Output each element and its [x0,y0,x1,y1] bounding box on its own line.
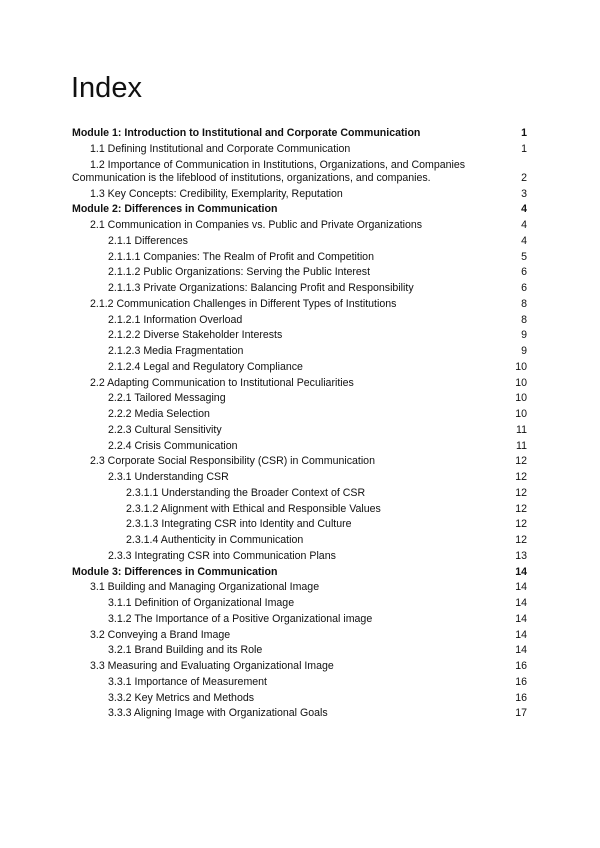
toc-entry-title-line: 3.3.2 Key Metrics and Methods [108,691,255,704]
toc-page-number: 13 [515,549,527,562]
toc-entry-title [72,202,497,218]
toc-entry[interactable] [72,628,527,644]
toc-entry-title [72,250,497,266]
toc-entry[interactable] [72,533,527,549]
toc-entry-title-line: 2.1.2.1 Information Overload [108,313,243,326]
page-title: Index [71,72,142,104]
toc-entry-title-line: 2.2.4 Crisis Communication [108,439,238,452]
toc-module-entry[interactable] [72,202,527,218]
toc-entry[interactable] [72,454,527,470]
toc-entry-title [72,706,497,722]
toc-entry-title-line: 2.1 Communication in Companies vs. Public and Private Organizations [90,219,423,231]
toc-entry-title-line: 2.1.2.4 Legal and Regulatory Compliance [108,360,303,373]
toc-page-number: 1 [521,127,527,139]
toc-entry[interactable] [72,218,527,234]
toc-entry[interactable] [72,580,527,596]
toc-entry-title-line: 2.1.2.2 Diverse Stakeholder Interests [108,329,283,342]
toc-entry-title-line: 2.2.3 Cultural Sensitivity [108,423,222,436]
toc-entry-title-line: 2.1.2 Communication Challenges in Different Types of Institutions [90,297,397,310]
toc-entry[interactable] [72,439,527,455]
toc-entry-title [72,218,497,234]
toc-page-number: 9 [521,345,527,357]
toc-entry-title-line: Module 3: Differences in Communication [72,565,278,578]
toc-entry[interactable] [72,502,527,518]
toc-entry[interactable] [72,187,527,203]
toc-entry-title-line: 2.3 Corporate Social Responsibility (CSR) in Communication [90,455,375,468]
toc-entry[interactable] [72,250,527,266]
toc-entry-title [72,502,497,518]
toc-entry-title-line: 3.3.1 Importance of Measurement [108,675,267,688]
toc-entry-title-line: 2.3.3 Integrating CSR into Communication Plans [108,549,336,562]
toc-module-entry[interactable] [72,126,527,142]
toc-entry[interactable] [72,659,527,675]
toc-page-number: 12 [515,486,527,499]
toc-entry-title [72,470,497,486]
toc-entry-title-line: 1.2 Importance of Communication in Institutions, Organizations, and Companies [90,158,466,171]
toc-page-number: 12 [515,518,527,531]
toc-module-entry[interactable] [72,565,527,581]
toc-entry[interactable] [72,423,527,439]
toc-entry-title-line: 2.2 Adapting Communication to Institutional Peculiarities [90,376,354,389]
toc-entry[interactable] [72,517,527,533]
toc-entry-title-line: 2.3.1.3 Integrating CSR into Identity and Culture [126,518,352,531]
toc-entry[interactable] [72,407,527,423]
toc-entry[interactable] [72,281,527,297]
toc-entry-title [72,549,497,565]
toc-entry-title-line: 2.3.1.2 Alignment with Ethical and Responsible Values [126,502,381,515]
toc-entry-title [72,675,497,691]
toc-page-number: 8 [521,297,527,310]
toc-page-number: 10 [515,360,527,373]
toc-entry-title [72,159,497,186]
toc-page-number: 2 [521,172,527,184]
toc-page-number: 6 [521,282,527,294]
toc-entry-title [72,297,497,313]
toc-page-number: 14 [515,628,527,641]
toc-page-number: 12 [515,502,527,515]
toc-page-number: 14 [515,581,527,594]
toc-page-number: 11 [516,423,527,436]
toc-entry-title-line: 3.3 Measuring and Evaluating Organizational Image [90,660,334,672]
toc-entry[interactable] [72,391,527,407]
toc-entry-title [72,565,497,581]
toc-page-number: 12 [515,534,527,546]
toc-entry-title [72,376,497,392]
toc-entry-title [72,423,497,439]
toc-entry-title-line: 3.2.1 Brand Building and its Role [108,644,263,657]
toc-entry-title [72,659,497,675]
toc-page-number: 8 [521,313,527,326]
toc-entry-title [72,580,497,596]
toc-entry-title [72,313,497,329]
toc-entry-title-line: 1.3 Key Concepts: Credibility, Exemplarity, Reputation [90,187,343,200]
toc-entry-title [72,360,497,376]
toc-entry[interactable] [72,596,527,612]
toc-entry[interactable] [72,234,527,250]
toc-entry-title-line: 2.3.1 Understanding CSR [108,471,229,483]
toc-entry-title [72,142,497,158]
toc-entry[interactable] [72,313,527,329]
toc-entry-title [72,596,497,612]
toc-entry-title [72,454,497,470]
toc-entry-title [72,517,497,533]
toc-page-number: 16 [515,660,527,672]
toc-page-number: 1 [521,142,527,155]
toc-page-number: 5 [521,250,527,263]
toc-page-number: 10 [515,392,527,405]
toc-page-number: 4 [521,234,527,247]
toc-page-number: 16 [515,691,527,704]
toc-entry[interactable] [72,549,527,565]
toc-page-number: 16 [515,675,527,688]
toc-entry-title [72,612,497,628]
toc-entry[interactable] [72,142,527,158]
toc-entry[interactable] [72,675,527,691]
table-of-contents [72,126,527,722]
toc-entry-title-line: 2.2.1 Tailored Messaging [108,392,226,405]
toc-entry[interactable] [72,706,527,722]
toc-page-number: 10 [515,376,527,389]
toc-entry-title-line: 2.3.1.4 Authenticity in Communication [126,534,304,546]
toc-entry-title-line: Module 2: Differences in Communication [72,203,278,216]
toc-entry-title-line: Communication is the lifeblood of institutions, organizations, and companies. [72,172,431,184]
toc-entry-title [72,187,497,203]
toc-page-number: 14 [515,612,527,625]
toc-page-number: 3 [521,187,527,200]
toc-entry-title-line: 1.1 Defining Institutional and Corporate Communication [90,142,351,155]
toc-page-number: 14 [515,565,527,578]
toc-entry-title-line: 3.3.3 Aligning Image with Organizational Goals [108,707,328,720]
toc-entry-title-line: 3.1.2 The Importance of a Positive Organizational image [108,612,373,625]
toc-entry-title [72,344,497,360]
toc-entry-title-line: 3.1 Building and Managing Organizational Image [90,581,320,594]
toc-entry[interactable] [72,360,527,376]
toc-entry-title-line: 2.3.1.1 Understanding the Broader Context of CSR [126,486,366,499]
toc-page-number: 4 [521,219,527,231]
toc-entry-title [72,265,497,281]
toc-entry[interactable] [72,344,527,360]
toc-entry[interactable] [72,486,527,502]
toc-entry-title [72,533,497,549]
toc-entry-title-line: 2.1.2.3 Media Fragmentation [108,345,244,357]
toc-entry[interactable] [72,158,527,187]
toc-entry-title-line: 2.1.1.3 Private Organizations: Balancing Profit and Responsibility [108,282,414,294]
toc-entry[interactable] [72,691,527,707]
toc-entry-title-line: 2.1.1 Differences [108,234,188,247]
toc-entry-title [72,628,497,644]
toc-entry-title [72,643,497,659]
toc-entry[interactable] [72,470,527,486]
toc-page-number: 6 [521,266,527,279]
toc-entry-title [72,407,497,423]
toc-page-number: 10 [515,408,527,420]
toc-entry-title [72,439,497,455]
toc-page-number: 12 [515,471,527,483]
toc-entry[interactable] [72,328,527,344]
toc-entry-title [72,391,497,407]
toc-entry-title-line: 2.2.2 Media Selection [108,408,210,420]
toc-page-number: 12 [515,455,527,468]
toc-entry-title-line: Module 1: Introduction to Institutional and Corporate Communication [72,127,421,139]
toc-page-number: 17 [515,707,527,720]
toc-entry-title-line: 3.2 Conveying a Brand Image [90,628,231,641]
toc-entry-title [72,281,497,297]
toc-entry-title [72,234,497,250]
toc-entry[interactable] [72,643,527,659]
toc-entry-title [72,328,497,344]
toc-page-number: 11 [516,439,527,452]
toc-page-number: 4 [521,203,527,216]
toc-entry-title-line: 2.1.1.1 Companies: The Realm of Profit and Competition [108,250,374,263]
toc-page-number: 14 [515,644,527,657]
toc-page-number: 9 [521,329,527,342]
toc-entry-title-line: 2.1.1.2 Public Organizations: Serving the Public Interest [108,266,371,279]
toc-entry[interactable] [72,612,527,628]
toc-page-number: 14 [515,597,527,609]
toc-entry[interactable] [72,297,527,313]
toc-entry[interactable] [72,376,527,392]
toc-entry[interactable] [72,265,527,281]
toc-entry-title-line: 3.1.1 Definition of Organizational Image [108,597,295,609]
toc-entry-title [72,691,497,707]
toc-entry-title [72,486,497,502]
toc-entry-title [72,126,497,142]
